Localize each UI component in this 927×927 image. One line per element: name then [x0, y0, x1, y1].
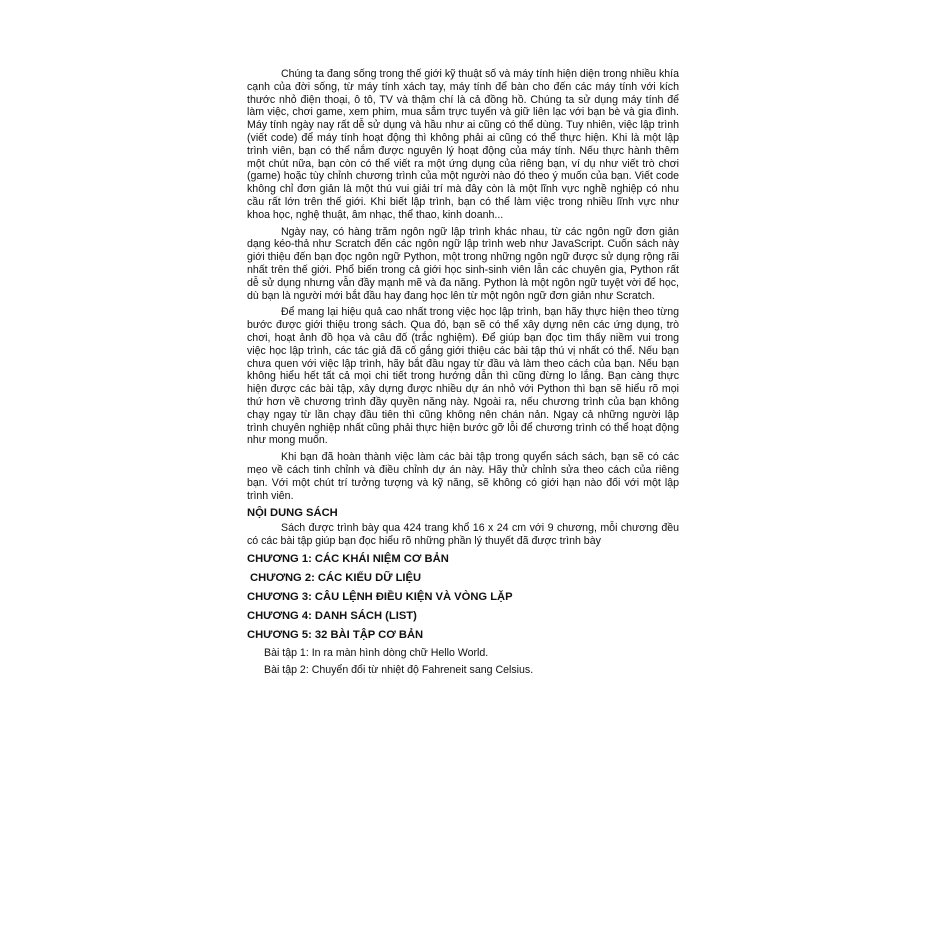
- paragraph-languages: Ngày nay, có hàng trăm ngôn ngữ lập trình khác nhau, từ các ngôn ngữ đơn giản dạng kéo-thả như Scratch đến các ngôn ngữ lập trình web như JavaScript. Cuốn sách này giới thiệu đến bạn đọc ngôn ngữ Python, một trong những ngôn ngữ được sử dụng rộng rãi nhất trên thế giới. Phổ biến trong cả giới học sinh-sinh viên lẫn các chuyên gia, Python rất dễ sử dụng nhưng vẫn đầy mạnh mẽ và đa năng. Python là một ngôn ngữ tuyệt vời để học, dù bạn là người mới bắt đầu hay đang học lên từ một ngôn ngữ đơn giản như Scratch.: [247, 225, 679, 302]
- paragraph-intro: Chúng ta đang sống trong thế giới kỹ thuật số và máy tính hiện diện trong nhiều khía cạnh của đời sống, từ máy tính xách tay, máy tính để bàn cho đến các máy tính với kích thước nhỏ điện thoại, ô tô, TV và thậm chí là cả đồng hồ. Chúng ta sử dụng máy tính để làm việc, chơi game, xem phim, mua sắm trực tuyến và giữ liên lạc với bạn bè và gia đình. Máy tính ngày nay rất dễ sử dụng và hầu như ai cũng có thể dùng. Tuy nhiên, việc lập trình (viết code) để máy tính hoạt động thì không phải ai cũng có thể thực hiện. Khi là một lập trình viên, bạn có thể nắm được nguyên lý hoạt động của máy tính. Nếu thực hành thêm một chút nữa, bạn còn có thể viết ra một ứng dụng của riêng bạn, ví dụ như viết trò chơi (game) hoặc tùy chỉnh chương trình của một người nào đó theo ý muốn của bạn. Viết code không chỉ đơn giản là một thú vui giải trí mà đây còn là một lĩnh vực nghề nghiệp có nhu cầu rất lớn trên thế giới. Khi biết lập trình, bạn có thể làm việc trong nhiều lĩnh vực như khoa học, nghệ thuật, âm nhạc, thể thao, kinh doanh...: [247, 68, 679, 221]
- chapter-item: CHƯƠNG 1: CÁC KHÁI NIỆM CƠ BẢN: [247, 552, 449, 565]
- chapter-list: [247, 552, 679, 642]
- exercise-list: [247, 647, 679, 677]
- paragraph-learning: Để mang lại hiệu quả cao nhất trong việc học lập trình, bạn hãy thực hiện theo từng bước được giới thiệu trong sách. Qua đó, bạn sẽ có thể xây dựng nên các ứng dụng, trò chơi, hoạt ảnh đồ họa và câu đố (trắc nghiệm). Để giúp bạn đọc tìm thấy niềm vui trong việc học lập trình, các tác giả đã cố gắng giới thiệu các bài tập thú vị nhất có thể. Nếu bạn chưa quen với việc lập trình, hãy bắt đầu ngay từ đầu và làm theo cách của bạn. Nếu bạn không hiểu hết tất cả mọi chi tiết trong hướng dẫn thì cũng đừng lo lắng. Bạn càng thực hiện được các bài tập, xây dựng được nhiều dự án nhỏ với Python thì bạn sẽ hiểu rõ mọi thứ hơn về chương trình đầy quyền năng này. Ngoài ra, nếu chương trình của bạn không chạy ngay từ lần chạy đầu tiên thì cũng không nên chán nản. Ngay cả những người lập trình chuyên nghiệp nhất cũng phải thực hiện bước gỡ lỗi để chương trình có thể hoạt động như mong muốn.: [247, 306, 679, 447]
- contents-intro: Sách được trình bày qua 424 trang khổ 16 x 24 cm với 9 chương, mỗi chương đều có các bài tập giúp bạn đọc hiểu rõ những phần lý thuyết đã được trình bày: [247, 522, 679, 548]
- exercise-item: Bài tập 2: Chuyển đổi từ nhiệt độ Fahreneit sang Celsius.: [264, 663, 534, 676]
- chapter-item: CHƯƠNG 5: 32 BÀI TẬP CƠ BẢN: [247, 628, 424, 641]
- paragraph-conclusion: Khi bạn đã hoàn thành việc làm các bài tập trong quyển sách sách, bạn sẽ có các mẹo về cách tinh chỉnh và điều chỉnh dự án này. Hãy thử chỉnh sửa theo cách của riêng bạn. Với một chút trí tưởng tượng và kỹ năng, sẽ không có giới hạn nào đối với một lập trình viên.: [247, 451, 679, 502]
- contents-heading: NỘI DUNG SÁCH: [247, 507, 338, 520]
- chapter-item: CHƯƠNG 4: DANH SÁCH (LIST): [247, 609, 417, 622]
- chapter-item: CHƯƠNG 3: CÂU LỆNH ĐIỀU KIỆN VÀ VÒNG LẶP: [247, 590, 513, 603]
- document-page: [247, 68, 679, 680]
- chapter-item: CHƯƠNG 2: CÁC KIỂU DỮ LIỆU: [250, 571, 422, 584]
- exercise-item: Bài tập 1: In ra màn hình dòng chữ Hello World.: [264, 646, 489, 659]
